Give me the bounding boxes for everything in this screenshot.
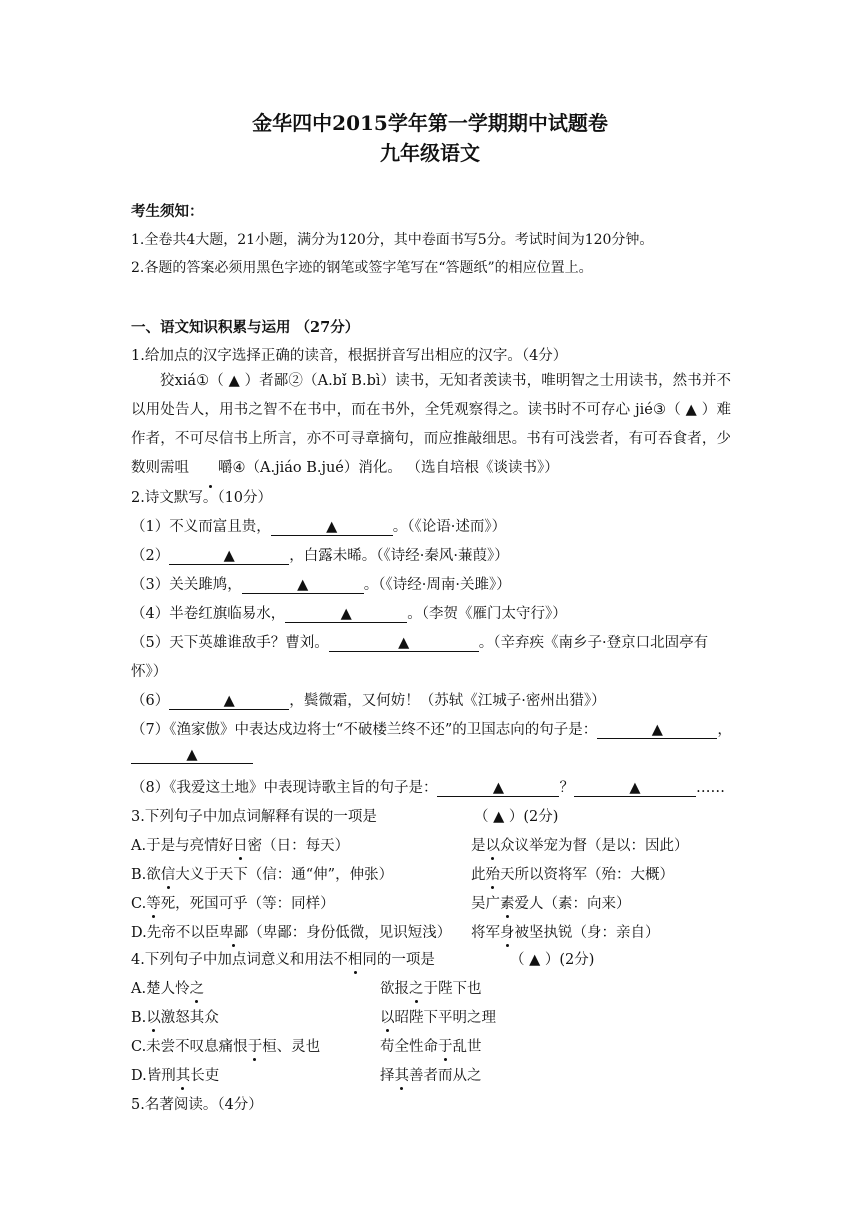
q3-option-a: A.于是与亮情好日密（日：每天） [131, 834, 349, 855]
answer-blank: ▲ [169, 693, 289, 710]
q2-stem: 2.诗文默写。（10分） [131, 490, 273, 506]
q3-option-b: B.欲信大义于天下（信：通“伸”，伸张） [131, 863, 393, 884]
answer-blank: ▲ [574, 780, 696, 797]
answer-blank: ▲ [597, 722, 717, 739]
notice-heading: 考生须知： [131, 203, 204, 220]
exam-title: 金华四中2015学年第一学期期中试题卷 [252, 111, 608, 135]
answer-blank: ▲ [169, 548, 289, 565]
notice-item-2: 2.各题的答案必须用黑色字迹的钢笔或签字笔写在“答题纸”的相应位置上。 [131, 260, 593, 276]
q3-option-c: C.等死，死国可乎（等：同样） [131, 892, 335, 913]
q2-line-7: （7）《渔家傲》中表达戍边将士“不破楼兰终不还”的卫国志向的句子是： ▲ ， [131, 722, 732, 738]
q4-option-c-2: 苟全性命于乱世 [380, 1035, 482, 1056]
exam-subtitle: 九年级语文 [380, 141, 480, 165]
q1-passage: 狡xiá①（ ▲ ）者鄙②（A.bǐ B.bì）读书，无知者羡读书，唯明智之士用读书，然书并不以用处告人，用书之智不在书中，而在书外，全凭观察得之。读书时不可存心 jié③（ ▲ ）难作者，不可尽信书上所言，亦不可寻章摘句，而应推敲细思。书有可浅尝者，有可吞食者，少数则需咀 嚼④（A.jiáo B.jué）消化。 （选自培根《谈读书》） [131, 367, 731, 483]
q2-line-6: （6） ▲ ，鬓微霜，又何妨！（苏轼《江城子·密州出猎》） [131, 693, 606, 709]
q3-stem: 3.下列句子中加点词解释有误的一项是 [131, 809, 377, 825]
q2-line-8: （8）《我爱这土地》中表现诗歌主旨的句子是： ▲ ？ ▲ …… [131, 780, 725, 796]
dotted-char: 嚼 [189, 454, 233, 483]
q2-line-4: （4）半卷红旗临易水， ▲ 。（李贺《雁门太守行》） [131, 606, 567, 622]
answer-blank: ▲ [271, 519, 393, 536]
section-1-heading: 一、语文知识积累与运用 （27分） [131, 319, 360, 336]
q4-option-d: D.皆刑其长吏 [131, 1064, 219, 1085]
q5-stem: 5.名著阅读。（4分） [131, 1097, 263, 1113]
q4-option-c: C.未尝不叹息痛恨于桓、灵也 [131, 1035, 320, 1056]
notice-item-1: 1.全卷共4大题，21小题，满分为120分，其中卷面书写5分。考试时间为120分钟。 [131, 232, 654, 248]
answer-blank: ▲ [329, 635, 479, 652]
q3-option-c-2: 吴广素爱人（素：向来） [471, 892, 631, 913]
q4-score: （ ▲ ）(2分) [510, 952, 595, 968]
q3-option-d: D.先帝不以臣卑鄙（卑鄙：身份低微，见识短浅） [131, 921, 451, 942]
q2-line-5-cont: 怀》） [131, 664, 168, 680]
q2-line-1: （1）不义而富且贵， ▲ 。（《论语·述而》） [131, 519, 507, 535]
answer-blank: ▲ [242, 577, 364, 594]
q2-line-3: （3）关关雎鸠， ▲ 。（《诗经·周南·关雎》） [131, 577, 511, 593]
q4-stem: 4.下列句子中加点词意义和用法不相同的一项是 [131, 948, 435, 969]
q4-option-a-2: 欲报之于陛下也 [380, 977, 482, 998]
q3-score: （ ▲ ）(2分) [474, 809, 559, 825]
answer-mark: ▲ [685, 402, 698, 418]
q2-line-7-cont [131, 747, 253, 764]
answer-blank: ▲ [437, 780, 559, 797]
q4-option-a: A.楚人怜之 [131, 977, 204, 998]
q3-option-d-2: 将军身被坚执锐（身：亲自） [471, 921, 660, 942]
q3-option-b-2: 此殆天所以资将军（殆：大概） [471, 863, 674, 884]
answer-mark: ▲ [228, 373, 240, 389]
q4-option-b: B.以激怒其众 [131, 1006, 219, 1027]
q2-line-5: （5）天下英雄谁敌手？曹刘。 ▲ 。（辛弃疾《南乡子·登京口北固亭有 [131, 635, 709, 651]
q3-option-a-2: 是以众议举宠为督（是以：因此） [471, 834, 689, 855]
q4-option-b-2: 以昭陛下平明之理 [380, 1006, 496, 1027]
answer-blank: ▲ [285, 606, 407, 623]
q2-line-2: （2） ▲ ，白露未晞。（《诗经·秦风·蒹葭》） [131, 548, 509, 564]
q4-option-d-2: 择其善者而从之 [380, 1064, 482, 1085]
q1-stem: 1.给加点的汉字选择正确的读音，根据拼音写出相应的汉字。（4分） [131, 348, 568, 364]
answer-blank: ▲ [131, 747, 253, 764]
